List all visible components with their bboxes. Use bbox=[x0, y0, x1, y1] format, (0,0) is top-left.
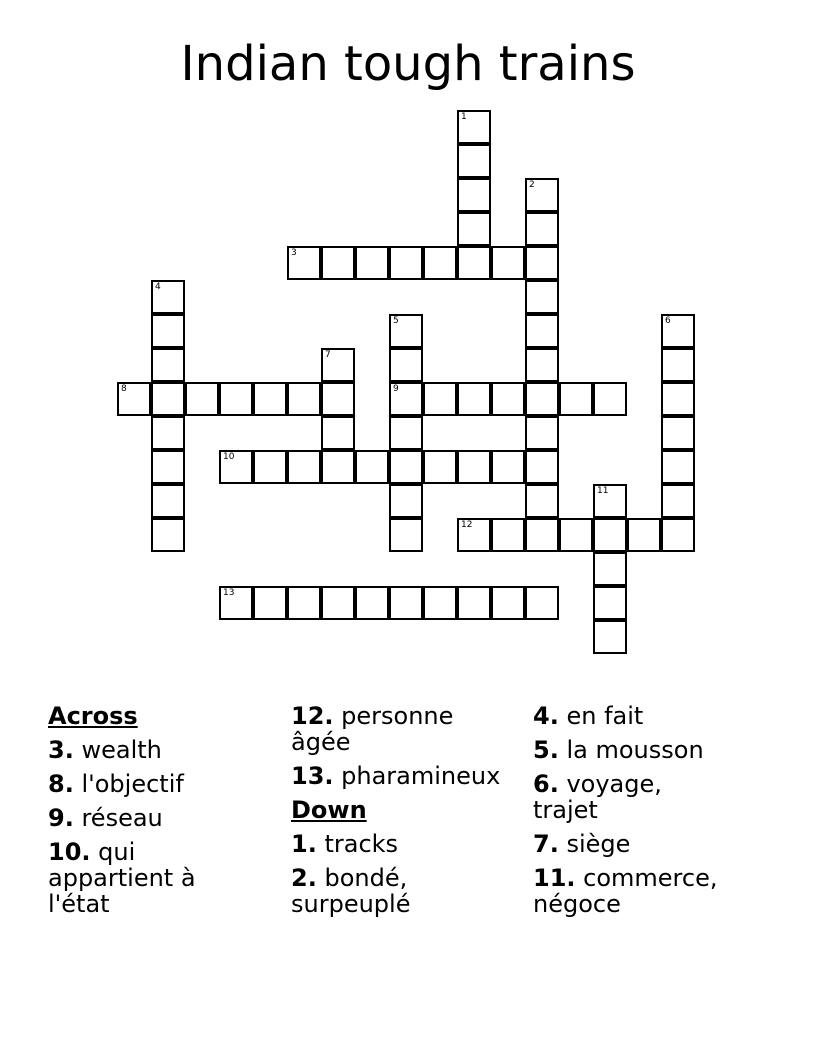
clue-text: voyage, trajet bbox=[533, 770, 662, 824]
clue-down-11 bbox=[533, 865, 733, 917]
grid-cell[interactable] bbox=[525, 586, 559, 620]
grid-cell[interactable] bbox=[661, 518, 695, 552]
grid-cell[interactable] bbox=[389, 382, 423, 416]
grid-cell[interactable] bbox=[525, 484, 559, 518]
grid-cell[interactable] bbox=[491, 450, 525, 484]
grid-cell[interactable] bbox=[661, 348, 695, 382]
grid-cell[interactable] bbox=[151, 518, 185, 552]
clue-number-label: 9 bbox=[393, 384, 399, 394]
clue-down-7 bbox=[533, 831, 769, 857]
grid-cell[interactable] bbox=[457, 246, 491, 280]
clue-number-label: 6 bbox=[665, 316, 671, 326]
grid-cell[interactable] bbox=[491, 518, 525, 552]
grid-cell[interactable] bbox=[355, 450, 389, 484]
grid-cell[interactable] bbox=[389, 416, 423, 450]
grid-cell[interactable] bbox=[389, 314, 423, 348]
grid-cell[interactable] bbox=[423, 586, 457, 620]
clue-text: qui appartient à l'état bbox=[48, 838, 196, 918]
grid-cell[interactable] bbox=[389, 518, 423, 552]
clue-text: la mousson bbox=[566, 736, 704, 764]
clue-text: tracks bbox=[324, 830, 399, 858]
grid-cell[interactable] bbox=[491, 246, 525, 280]
grid-cell[interactable] bbox=[661, 416, 695, 450]
grid-cell[interactable] bbox=[661, 314, 695, 348]
grid-cell[interactable] bbox=[151, 416, 185, 450]
clue-number: 11. bbox=[533, 864, 576, 892]
clue-down-1 bbox=[291, 831, 527, 857]
clue-text: commerce, négoce bbox=[533, 864, 718, 918]
clue-across-9 bbox=[48, 805, 284, 831]
clue-across-8 bbox=[48, 771, 284, 797]
clue-text: réseau bbox=[81, 804, 163, 832]
grid-cell[interactable] bbox=[389, 348, 423, 382]
clue-down-5 bbox=[533, 737, 769, 763]
clue-number: 5. bbox=[533, 736, 559, 764]
grid-cell[interactable] bbox=[525, 314, 559, 348]
grid-cell[interactable] bbox=[457, 382, 491, 416]
grid-cell[interactable] bbox=[525, 246, 559, 280]
grid-cell[interactable] bbox=[661, 484, 695, 518]
down-heading: Down bbox=[291, 796, 367, 824]
clue-number: 3. bbox=[48, 736, 74, 764]
grid-cell[interactable] bbox=[457, 518, 491, 552]
clue-number: 6. bbox=[533, 770, 559, 798]
grid-cell[interactable] bbox=[219, 586, 253, 620]
clue-number-label: 10 bbox=[223, 452, 235, 462]
grid-cell[interactable] bbox=[661, 382, 695, 416]
grid-cell[interactable] bbox=[389, 484, 423, 518]
clue-text: bondé, surpeuplé bbox=[291, 864, 411, 918]
clue-across-10 bbox=[48, 839, 228, 917]
clue-number-label: 11 bbox=[597, 486, 609, 496]
clue-number: 10. bbox=[48, 838, 91, 866]
clue-number: 9. bbox=[48, 804, 74, 832]
grid-cell[interactable] bbox=[627, 518, 661, 552]
grid-cell[interactable] bbox=[457, 212, 491, 246]
grid-cell[interactable] bbox=[457, 110, 491, 144]
grid-cell[interactable] bbox=[389, 586, 423, 620]
grid-cell[interactable] bbox=[355, 246, 389, 280]
grid-cell[interactable] bbox=[253, 586, 287, 620]
grid-cell[interactable] bbox=[321, 246, 355, 280]
grid-cell[interactable] bbox=[321, 450, 355, 484]
clue-column-1 bbox=[48, 703, 284, 925]
grid-cell[interactable] bbox=[151, 314, 185, 348]
puzzle-title: Indian tough trains bbox=[180, 36, 636, 92]
grid-cell[interactable] bbox=[219, 450, 253, 484]
across-heading: Across bbox=[48, 702, 138, 730]
grid-cell[interactable] bbox=[287, 450, 321, 484]
clue-text: personne âgée bbox=[291, 702, 454, 756]
grid-cell[interactable] bbox=[525, 348, 559, 382]
grid-cell[interactable] bbox=[525, 518, 559, 552]
grid-cell[interactable] bbox=[457, 586, 491, 620]
clue-text: siège bbox=[566, 830, 631, 858]
grid-cell[interactable] bbox=[525, 280, 559, 314]
grid-cell[interactable] bbox=[559, 518, 593, 552]
clue-number: 13. bbox=[291, 762, 334, 790]
grid-cell[interactable] bbox=[321, 416, 355, 450]
clue-number-label: 7 bbox=[325, 350, 331, 360]
grid-cell[interactable] bbox=[593, 552, 627, 586]
clue-number-label: 12 bbox=[461, 520, 473, 530]
grid-cell[interactable] bbox=[185, 382, 219, 416]
grid-cell[interactable] bbox=[491, 586, 525, 620]
grid-cell[interactable] bbox=[593, 484, 627, 518]
clue-column-2 bbox=[291, 703, 527, 925]
clue-number-label: 3 bbox=[291, 248, 297, 258]
grid-cell[interactable] bbox=[457, 450, 491, 484]
grid-cell[interactable] bbox=[525, 382, 559, 416]
clue-number-label: 13 bbox=[223, 588, 235, 598]
clue-text: l'objectif bbox=[81, 770, 184, 798]
grid-cell[interactable] bbox=[593, 518, 627, 552]
clue-number-label: 4 bbox=[155, 282, 161, 292]
grid-cell[interactable] bbox=[525, 450, 559, 484]
grid-cell[interactable] bbox=[321, 382, 355, 416]
grid-cell[interactable] bbox=[151, 280, 185, 314]
grid-cell[interactable] bbox=[423, 450, 457, 484]
clue-across-12 bbox=[291, 703, 481, 755]
grid-cell[interactable] bbox=[457, 178, 491, 212]
clue-text: wealth bbox=[81, 736, 162, 764]
grid-cell[interactable] bbox=[287, 586, 321, 620]
grid-cell[interactable] bbox=[219, 382, 253, 416]
grid-cell[interactable] bbox=[117, 382, 151, 416]
grid-cell[interactable] bbox=[355, 586, 389, 620]
clue-down-4 bbox=[533, 703, 769, 729]
grid-cell[interactable] bbox=[253, 382, 287, 416]
grid-cell[interactable] bbox=[525, 178, 559, 212]
grid-cell[interactable] bbox=[321, 586, 355, 620]
clue-text: en fait bbox=[566, 702, 644, 730]
clue-number: 2. bbox=[291, 864, 317, 892]
clue-column-3 bbox=[533, 703, 769, 925]
grid-cell[interactable] bbox=[287, 246, 321, 280]
grid-cell[interactable] bbox=[151, 484, 185, 518]
grid-cell[interactable] bbox=[321, 348, 355, 382]
clue-number: 7. bbox=[533, 830, 559, 858]
grid-cell[interactable] bbox=[661, 450, 695, 484]
clue-number-label: 8 bbox=[121, 384, 127, 394]
clue-number: 4. bbox=[533, 702, 559, 730]
grid-cell[interactable] bbox=[525, 416, 559, 450]
grid-cell[interactable] bbox=[593, 620, 627, 654]
grid-cell[interactable] bbox=[151, 348, 185, 382]
grid-cell[interactable] bbox=[491, 382, 525, 416]
clue-number-label: 5 bbox=[393, 316, 399, 326]
clue-across-3 bbox=[48, 737, 284, 763]
grid-cell[interactable] bbox=[423, 382, 457, 416]
grid-cell[interactable] bbox=[389, 246, 423, 280]
grid-cell[interactable] bbox=[151, 450, 185, 484]
clue-text: pharamineux bbox=[341, 762, 501, 790]
grid-cell[interactable] bbox=[457, 144, 491, 178]
clue-down-6 bbox=[533, 771, 683, 823]
clue-number-label: 1 bbox=[461, 112, 467, 122]
clue-across-13 bbox=[291, 763, 527, 789]
grid-cell[interactable] bbox=[253, 450, 287, 484]
grid-cell[interactable] bbox=[559, 382, 593, 416]
clue-number: 8. bbox=[48, 770, 74, 798]
clue-number: 1. bbox=[291, 830, 317, 858]
grid-cell[interactable] bbox=[151, 382, 185, 416]
grid-cell[interactable] bbox=[389, 450, 423, 484]
clue-number: 12. bbox=[291, 702, 334, 730]
grid-cell[interactable] bbox=[525, 212, 559, 246]
grid-cell[interactable] bbox=[593, 382, 627, 416]
grid-cell[interactable] bbox=[593, 586, 627, 620]
clue-down-2 bbox=[291, 865, 441, 917]
grid-cell[interactable] bbox=[287, 382, 321, 416]
grid-cell[interactable] bbox=[423, 246, 457, 280]
clue-number-label: 2 bbox=[529, 180, 535, 190]
